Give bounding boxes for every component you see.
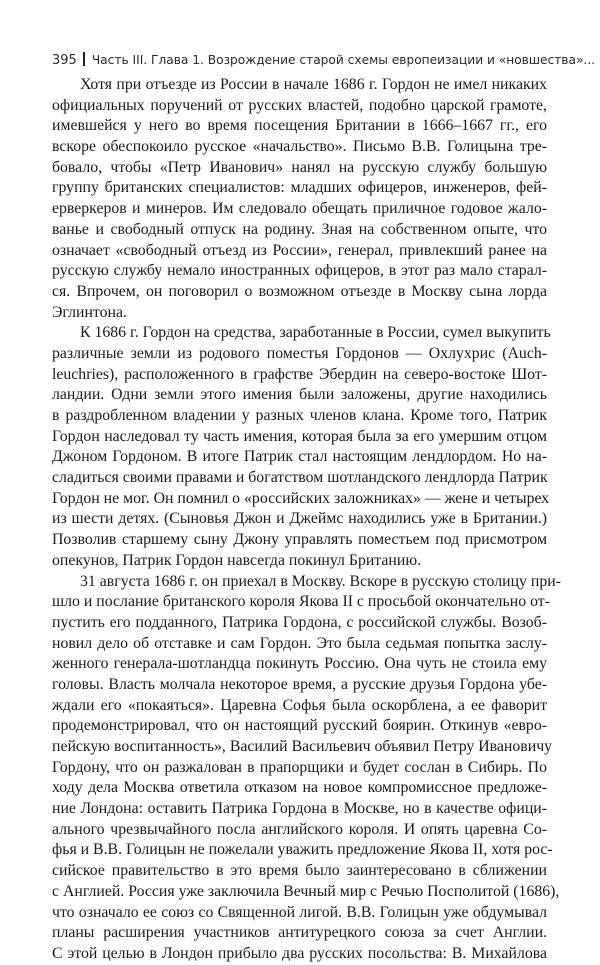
text-line: шло и послание британского короля Якова II с просьбой окончательно от- — [52, 593, 550, 611]
text-line: вскоре обеспокоило русское «начальство». Письмо В.В. Голицына тре- — [52, 138, 547, 156]
text-line: ального чрезвычайного посла английского короля. И опять царевна Со- — [52, 820, 547, 838]
text-line: бовало, чтобы «Петр Иванович» нанял на русскую службу большую — [52, 158, 547, 176]
text-line: Джоном Гордоном. В итоге Патрик стал настоящим лендлордом. Но на- — [52, 448, 547, 466]
paragraph — [52, 323, 551, 571]
text-line: с Англией. Россия уже заключила Вечный мир с Речью Посполитой (1686), — [52, 882, 560, 900]
text-line: сладиться своими правами и богатством шотландского лендлорда Патрик — [52, 469, 548, 487]
text-line: сийское правительство в это время было заинтересовано в сближении — [52, 862, 547, 880]
header-divider — [83, 52, 85, 66]
text-line: фья и В.В. Голицын не пожелали уважить предложение Якова II, хотя рос- — [52, 841, 553, 859]
text-line: Гордону, что он разжалован в прапорщики и будет сослан в Сибирь. По — [52, 758, 547, 776]
paragraph — [52, 572, 561, 965]
text-line: продемонстрировал, что он настоящий русский боярин. Откинув «евро- — [52, 717, 547, 735]
text-line: Эглинтона. — [52, 303, 127, 321]
text-line: планы расширения участников антитурецкого союза за счет Англии. — [52, 924, 547, 942]
text-line: К 1686 г. Гордон на средства, заработанные в России, сумел выкупить — [80, 324, 551, 342]
text-line: ся. Впрочем, он поговорил о возможном отъезде в Москву сына лорда — [52, 282, 547, 300]
text-line: ходу дела Москва ответила отказом на новое компромиссное предложе- — [52, 779, 547, 797]
body-text — [52, 75, 561, 965]
text-line: в раздробленном владении у разных членов клана. Кроме того, Патрик — [52, 407, 547, 424]
text-line: ландии. Одни земли этого имения были заложены, другие находились — [52, 386, 547, 404]
text-line: ерверкеров и минеров. Им следовало обещать приличное годовое жало- — [52, 200, 547, 218]
page-number: 395 — [52, 53, 77, 68]
text-line: leuchries), расположенного в графстве Эбердин на северо-востоке Шот- — [52, 365, 547, 383]
text-line: официальных поручений от русских властей, подобно царской грамоте, — [52, 96, 547, 114]
text-line: Гордон не мог. Он помнил о «российских заложниках» — жене и четырех — [52, 489, 550, 507]
text-line: пейскую воспитанность», Василий Васильевич объявил Петру Ивановичу — [52, 738, 553, 755]
text-line: русскую службу немало иностранных офицеров, в этот раз мало старал- — [52, 262, 547, 280]
running-header — [52, 50, 596, 70]
paragraph — [52, 75, 547, 323]
text-line: головы. Власть молчала некоторое время, а русские друзья Гордона убе- — [52, 675, 547, 693]
text-line: означает «свободный отъезд из России», генерал, привлекший ранее на — [52, 241, 547, 259]
text-line: что означало ее союз со Священной лигой. В.В. Голицын уже обдумывал — [52, 903, 547, 921]
text-line: имевшейся у него во время посещения Британии в 1666–1667 гг., его — [52, 117, 547, 135]
text-line: Позволив старшему сыну Джону управлять поместьем под присмотром — [52, 531, 547, 549]
text-line: ванье и свободный отпуск на родину. Зная на собственном опыте, что — [52, 220, 547, 238]
text-line: С этой целью в Лондон прибыло два русских посольства: В. Михайлова — [52, 944, 547, 962]
text-line: новил дело об отставке и сам Гордон. Это была седьмая попытка заслу- — [52, 634, 547, 652]
text-line: группу британских специалистов: младших офицеров, инженеров, фей- — [52, 179, 547, 197]
text-line: из шести детях. (Сыновья Джон и Джеймс находились уже в Британии.) — [52, 510, 547, 528]
text-line: различные земли из родового поместья Гордонов — Охлухрис (Auch- — [52, 344, 547, 362]
text-line: ние Лондона: оставить Патрика Гордона в Москве, но в качестве офици- — [52, 800, 547, 818]
text-line: Гордон наследовал ту часть имения, которая была за его умершим отцом — [52, 427, 547, 445]
text-line: ждали его «покаяться». Царевна Софья была оскорблена, а ее фаворит — [52, 696, 547, 714]
text-line: женного генерала-шотландца покинуть Россию. Она чуть не стоила ему — [52, 655, 547, 673]
text-line: 31 августа 1686 г. он приехал в Москву. Вскоре в русскую столицу при- — [80, 572, 561, 590]
text-line: пустить его подданного, Патрика Гордона, с российской службы. Возоб- — [52, 613, 547, 631]
text-line: опекунов, Патрик Гордон навсегда покинул Британию. — [52, 551, 422, 569]
running-title: Часть III. Глава 1. Возрождение старой схемы европеизации и «новшества»... — [91, 53, 596, 67]
text-line: Хотя при отъезде из России в начале 1686 г. Гордон не имел никаких — [80, 76, 547, 93]
